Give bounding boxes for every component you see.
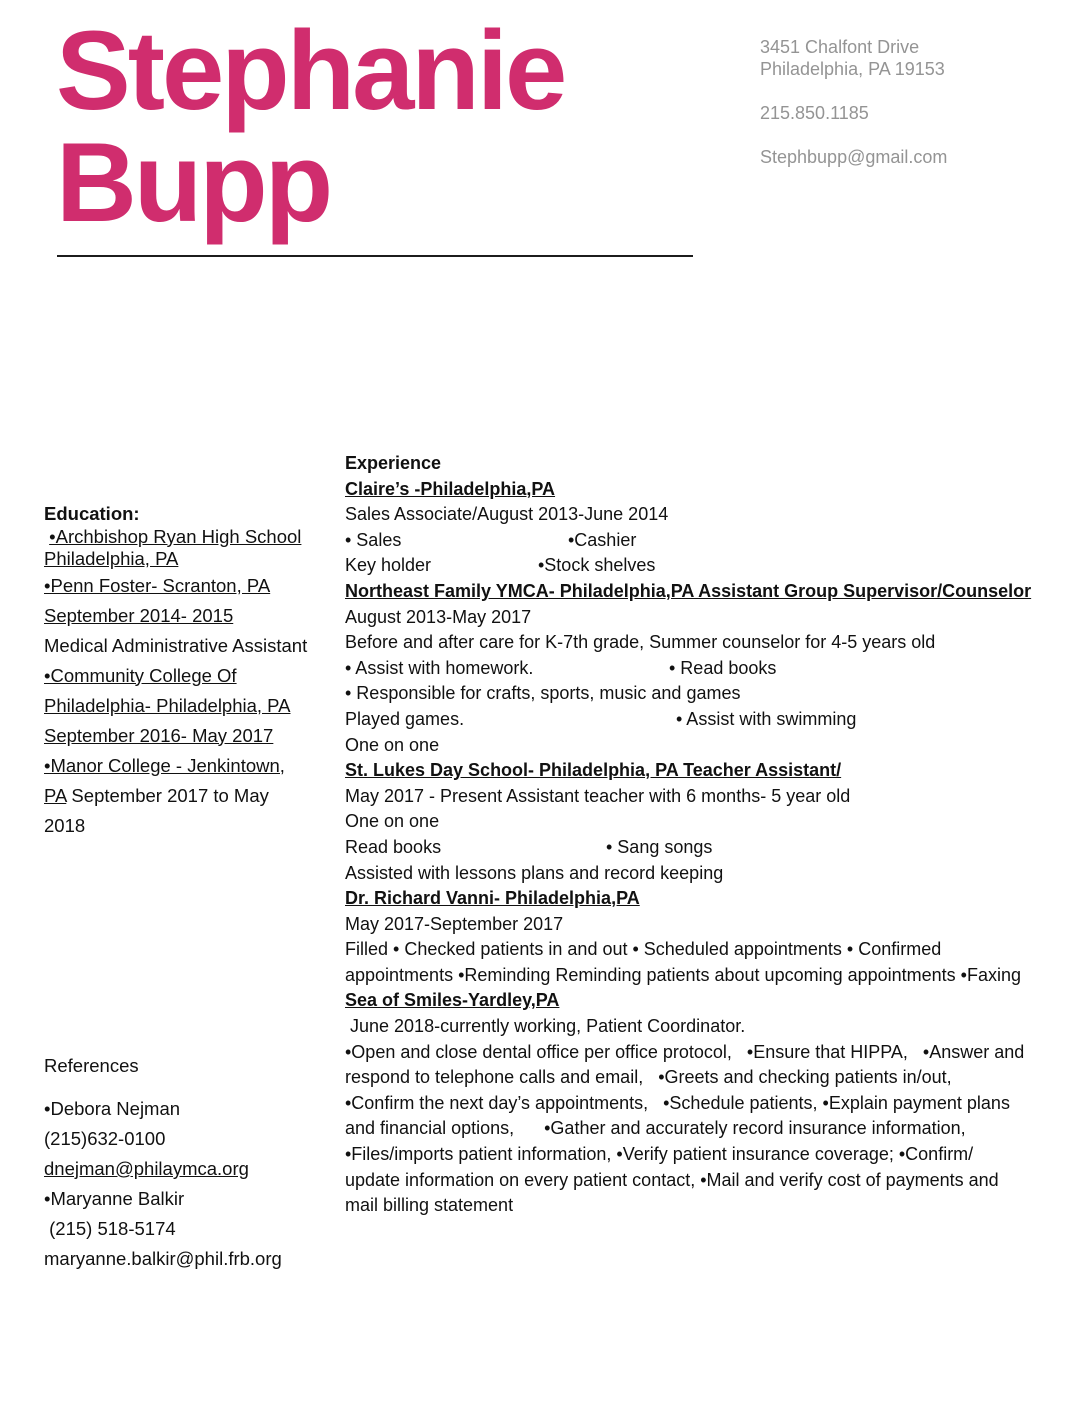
- person-name-line1: Stephanie: [56, 8, 565, 133]
- text-line: [345, 707, 1045, 733]
- text-segment: • Assist with homework.: [345, 657, 534, 678]
- text-line: [345, 1193, 1045, 1219]
- text-line: [44, 781, 349, 811]
- reference-phone: [44, 1214, 349, 1244]
- person-name-line2: Bupp: [56, 120, 331, 245]
- text-segment: update information on every patient contact, •Mail and verify cost of payments and: [345, 1169, 999, 1190]
- text-line: [345, 937, 1045, 963]
- employer-heading: [345, 988, 1045, 1014]
- text-segment: PA: [44, 784, 67, 806]
- text-segment: maryanne.balkir@phil.frb.org: [44, 1248, 282, 1269]
- education-section: [44, 503, 349, 841]
- text-segment: and financial options, •Gather and accurately record insurance information,: [345, 1118, 966, 1139]
- text-segment: Sales Associate/August 2013-June 2014: [345, 504, 669, 525]
- text-segment: •Debora Nejman: [44, 1098, 181, 1119]
- job-title-dates: [345, 502, 1045, 528]
- text-segment: Before and after care for K-7th grade, Summer counselor for 4-5 years old: [345, 632, 936, 653]
- text-line: [44, 526, 349, 549]
- text-segment: appointments •Reminding Reminding patients about upcoming appointments •Faxing: [345, 964, 1022, 985]
- text-segment: References: [44, 1055, 139, 1076]
- text-line: [44, 811, 349, 841]
- text-segment: September 2016- May 2017: [44, 724, 274, 746]
- text-line: [44, 751, 349, 781]
- text-segment: respond to telephone calls and email, •Greets and checking patients in/out,: [345, 1067, 952, 1088]
- employer-heading: [345, 477, 1045, 503]
- contact-info: [760, 36, 947, 190]
- reference-name: [44, 1184, 349, 1214]
- text-segment: June 2018-currently working, Patient Coordinator.: [345, 1016, 746, 1037]
- references-heading: [44, 1051, 349, 1081]
- text-segment: Assisted with lessons plans and record keeping: [345, 862, 724, 883]
- text-segment: One on one: [345, 734, 440, 755]
- text-segment: May 2017-September 2017: [345, 913, 564, 934]
- text-segment: Education:: [44, 503, 140, 524]
- job-title-dates: [345, 605, 1045, 631]
- text-segment: Filled • Checked patients in and out • Scheduled appointments • Confirmed: [345, 939, 942, 960]
- text-line: [345, 1168, 1045, 1194]
- text-segment: • Responsible for crafts, sports, music and games: [345, 683, 741, 704]
- text-segment: •Maryanne Balkir: [44, 1188, 185, 1209]
- text-line: [345, 630, 1045, 656]
- job-title-dates: [345, 784, 1045, 810]
- references-section: [44, 1051, 349, 1274]
- text-segment: •Stock shelves: [538, 555, 656, 576]
- employer-heading: [345, 758, 1045, 784]
- text-segment: • Assist with swimming: [676, 708, 857, 729]
- text-line: [345, 1116, 1045, 1142]
- text-segment: Northeast Family YMCA- Philadelphia,PA Assistant Group Supervisor/Counselor: [345, 580, 1032, 601]
- text-line: [44, 721, 349, 751]
- reference-email-link[interactable]: [44, 1154, 349, 1184]
- employer-heading: [345, 886, 1045, 912]
- text-segment: (215) 518-5174: [44, 1218, 176, 1239]
- text-line: [345, 835, 1045, 861]
- text-segment: •Cashier: [568, 529, 637, 550]
- reference-email: [44, 1244, 349, 1274]
- text-line: [345, 809, 1045, 835]
- name-underline-rule: [57, 255, 693, 257]
- text-segment: Read books: [345, 836, 442, 857]
- text-segment: •Files/imports patient information, •Verify patient insurance coverage; •Confirm/: [345, 1144, 974, 1165]
- text-segment: Medical Administrative Assistant: [44, 634, 308, 656]
- text-line: [345, 681, 1045, 707]
- contact-address-line1: 3451 Chalfont Drive: [760, 37, 920, 57]
- text-segment: May 2017 - Present Assistant teacher with 6 months- 5 year old: [345, 785, 851, 806]
- text-line: [44, 631, 349, 661]
- text-segment: Experience: [345, 453, 442, 473]
- education-heading: [44, 503, 349, 526]
- text-line: [345, 656, 1045, 682]
- text-segment: Philadelphia, PA: [44, 548, 179, 569]
- text-segment: • Sales: [345, 529, 402, 550]
- text-segment: •Manor College - Jenkintown,: [44, 754, 285, 776]
- job-title-dates: [345, 912, 1045, 938]
- text-segment: •Archbishop Ryan High School: [49, 525, 302, 547]
- text-segment: •Open and close dental office per office protocol, •Ensure that HIPPA, •Answer and: [345, 1041, 1025, 1062]
- text-segment: • Read books: [669, 657, 777, 678]
- text-line: [44, 691, 349, 721]
- text-segment[interactable]: dnejman@philaymca.org: [44, 1158, 249, 1179]
- text-segment: Claire’s -Philadelphia,PA: [345, 478, 556, 499]
- text-segment: • Sang songs: [606, 836, 713, 857]
- experience-heading: [345, 451, 1045, 477]
- contact-email: Stephbupp@gmail.com: [760, 147, 948, 167]
- text-line: [345, 733, 1045, 759]
- text-segment: 2018: [44, 814, 86, 836]
- text-line: [345, 1091, 1045, 1117]
- text-line: [345, 553, 1045, 579]
- text-segment: •Community College Of: [44, 664, 237, 686]
- text-segment: (215)632-0100: [44, 1128, 166, 1149]
- text-segment: August 2013-May 2017: [345, 606, 532, 627]
- reference-phone: [44, 1124, 349, 1154]
- text-segment: Played games.: [345, 708, 465, 729]
- person-name: [56, 8, 565, 245]
- text-segment: Sea of Smiles-Yardley,PA: [345, 990, 560, 1011]
- reference-name: [44, 1094, 349, 1124]
- experience-section: [345, 451, 1045, 1219]
- employer-heading: [345, 579, 1045, 605]
- text-line: [44, 601, 349, 631]
- text-segment: Philadelphia- Philadelphia, PA: [44, 694, 291, 716]
- text-line: [345, 1065, 1045, 1091]
- text-line: [44, 661, 349, 691]
- text-line: [345, 528, 1045, 554]
- text-segment: St. Lukes Day School- Philadelphia, PA Teacher Assistant/: [345, 760, 842, 781]
- text-segment: Key holder: [345, 555, 432, 576]
- text-segment: September 2014- 2015: [44, 604, 234, 626]
- text-segment: September 2017 to May: [66, 784, 269, 806]
- job-title-dates: [345, 1014, 1045, 1040]
- text-line: [345, 1142, 1045, 1168]
- text-segment: mail billing statement: [345, 1195, 514, 1216]
- text-line: [44, 571, 349, 601]
- text-line: [44, 548, 349, 571]
- text-line: [345, 1040, 1045, 1066]
- text-segment: Dr. Richard Vanni- Philadelphia,PA: [345, 888, 640, 909]
- text-line: [345, 861, 1045, 887]
- contact-phone: 215.850.1185: [760, 103, 869, 123]
- contact-address-line2: Philadelphia, PA 19153: [760, 59, 945, 79]
- text-line: [345, 963, 1045, 989]
- contact-address: [760, 36, 947, 80]
- text-segment: •Penn Foster- Scranton, PA: [44, 574, 271, 596]
- text-segment: One on one: [345, 811, 440, 832]
- text-segment: •Confirm the next day’s appointments, •Schedule patients, •Explain payment plans: [345, 1092, 1010, 1113]
